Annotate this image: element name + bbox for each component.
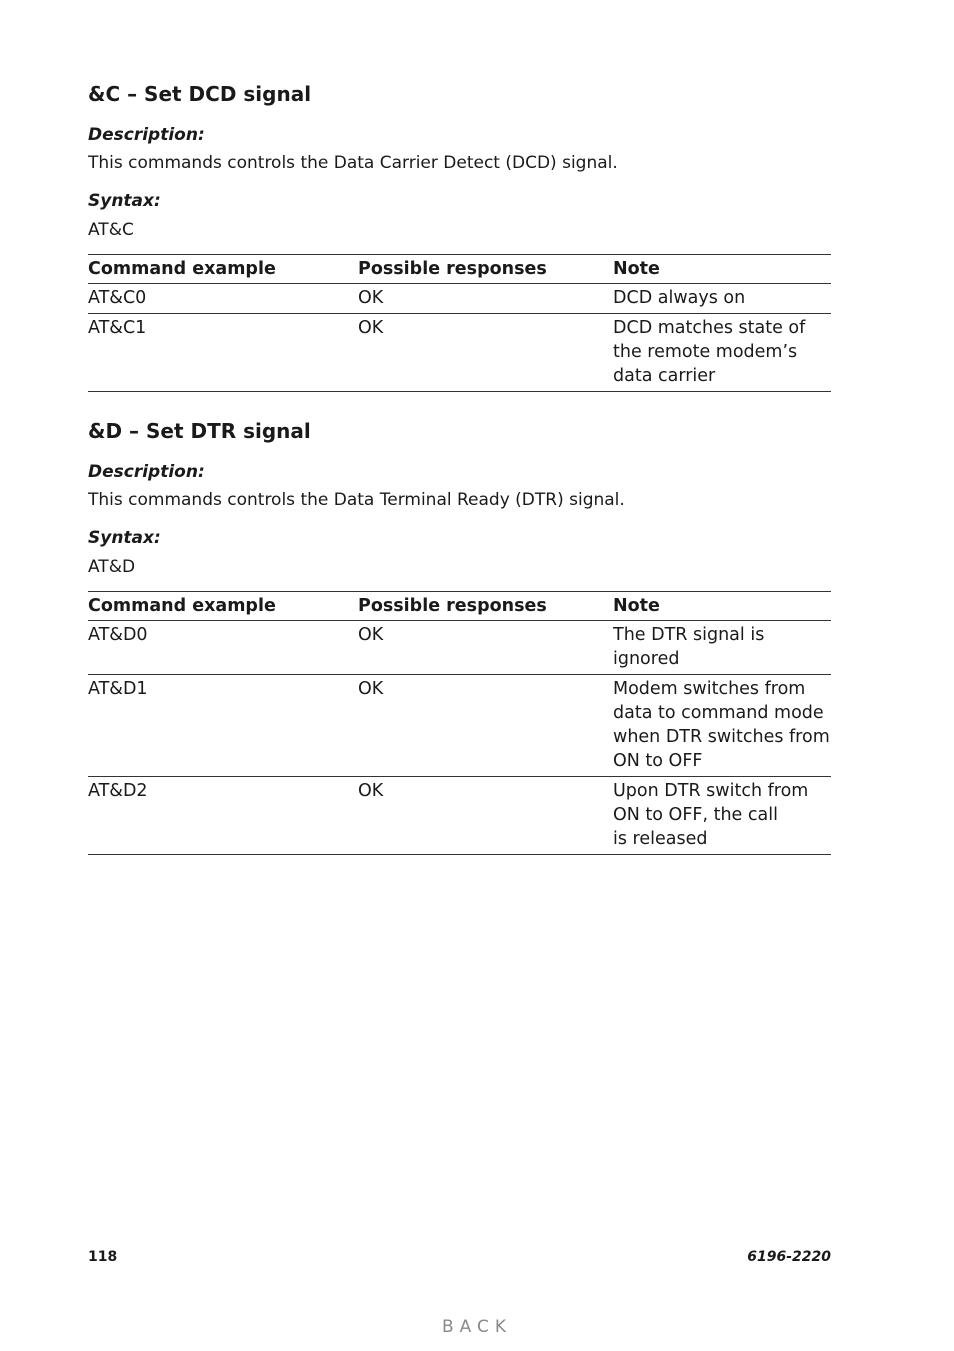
table-row xyxy=(88,621,831,675)
section-c-syntax-label: Syntax: xyxy=(88,191,161,211)
cell-note: DCD matches state of the remote modem’s data carrier xyxy=(613,318,806,386)
cell-command: AT&C0 xyxy=(88,288,147,308)
cell-response: OK xyxy=(358,679,384,699)
cell-response: OK xyxy=(358,625,384,645)
cell-response: OK xyxy=(358,288,384,308)
section-d-title: &D – Set DTR signal xyxy=(88,419,311,443)
section-c-command-table xyxy=(88,254,831,392)
section-d-description-label: Description: xyxy=(88,462,205,482)
cell-note: The DTR signal is ignored xyxy=(613,625,765,669)
table-row xyxy=(88,284,831,314)
cell-response: OK xyxy=(358,318,384,338)
cell-response: OK xyxy=(358,781,384,801)
table-header-row xyxy=(88,592,831,621)
back-link[interactable]: BACK xyxy=(441,1317,512,1337)
section-d-description-text: This commands controls the Data Terminal Ready (DTR) signal. xyxy=(88,490,625,510)
cell-command: AT&C1 xyxy=(88,318,147,338)
page-number: 118 xyxy=(88,1249,118,1265)
document-number: 6196-2220 xyxy=(747,1249,831,1265)
cell-note: Modem switches from data to command mode when DTR switches from ON to OFF xyxy=(613,679,830,771)
header-possible-responses: Possible responses xyxy=(358,596,547,616)
page-content xyxy=(88,80,831,855)
section-d-syntax-label: Syntax: xyxy=(88,528,161,548)
cell-note: Upon DTR switch from ON to OFF, the call is released xyxy=(613,781,809,849)
header-possible-responses: Possible responses xyxy=(358,259,547,279)
table-header-row xyxy=(88,255,831,284)
header-command-example: Command example xyxy=(88,259,276,279)
section-c-description-text: This commands controls the Data Carrier Detect (DCD) signal. xyxy=(88,153,618,173)
section-d-syntax-value: AT&D xyxy=(88,557,136,577)
cell-command: AT&D2 xyxy=(88,781,148,801)
section-c-syntax-value: AT&C xyxy=(88,220,134,240)
cell-note: DCD always on xyxy=(613,288,746,308)
section-c-title: &C – Set DCD signal xyxy=(88,82,312,106)
table-row xyxy=(88,314,831,392)
header-command-example: Command example xyxy=(88,596,276,616)
cell-command: AT&D1 xyxy=(88,679,148,699)
table-row xyxy=(88,777,831,855)
section-d-command-table xyxy=(88,591,831,855)
section-c-description-label: Description: xyxy=(88,125,205,145)
header-note: Note xyxy=(613,596,660,616)
cell-command: AT&D0 xyxy=(88,625,148,645)
table-row xyxy=(88,675,831,777)
header-note: Note xyxy=(613,259,660,279)
